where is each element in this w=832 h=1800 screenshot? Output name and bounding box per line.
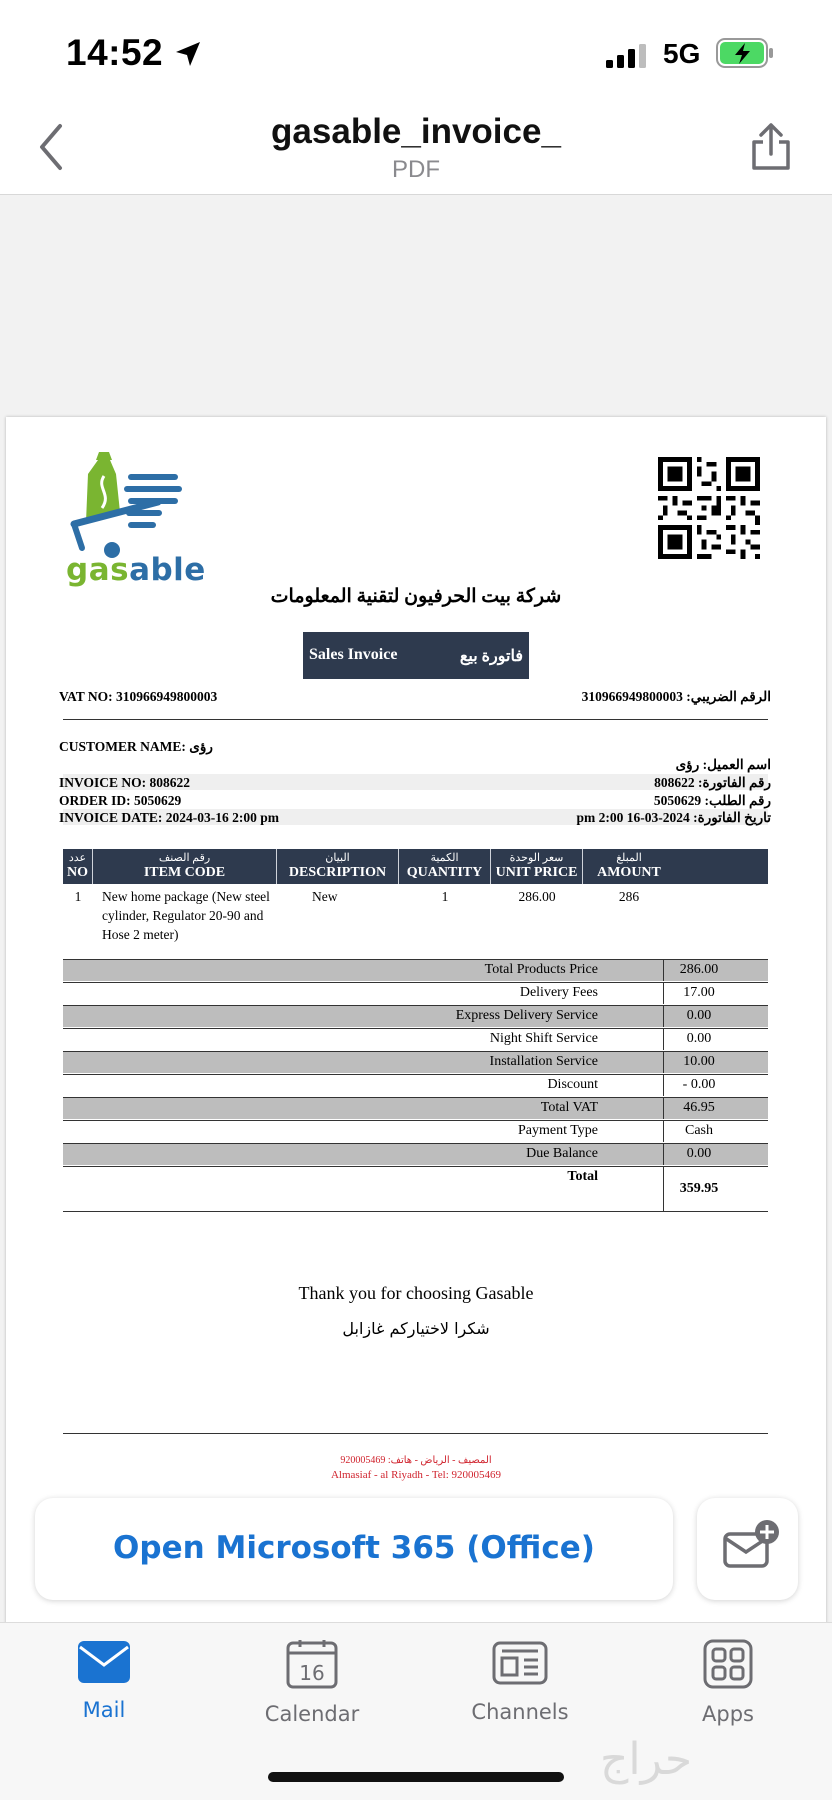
- navigation-bar: [0, 100, 832, 195]
- summary-label: Total Products Price: [484, 962, 598, 977]
- item-code-line-3: Hose 2 meter): [102, 927, 179, 942]
- total-label: Total: [567, 1169, 598, 1184]
- summary-label: Express Delivery Service: [455, 1008, 598, 1023]
- location-arrow-icon: [174, 40, 202, 68]
- summary-value: Cash: [685, 1123, 713, 1138]
- invoice-number-ar: رقم الفاتورة: 808622: [654, 775, 771, 790]
- tab-apps-label: Apps: [702, 1702, 754, 1726]
- thanks-ar: شكرا لاختياركم غازابل: [342, 1319, 490, 1338]
- tab-channels[interactable]: [440, 1639, 600, 1724]
- share-icon[interactable]: [748, 122, 794, 172]
- calendar-icon: [286, 1639, 338, 1689]
- apps-icon: [703, 1639, 753, 1689]
- summary-label: Delivery Fees: [519, 985, 598, 1000]
- open-office-label: Open Microsoft 365 (Office): [113, 1530, 595, 1566]
- item-code-line-2: cylinder, Regulator 20-90 and: [102, 908, 264, 923]
- col-item-code: [93, 849, 277, 884]
- thanks-en: Thank you for choosing Gasable: [298, 1283, 534, 1303]
- home-indicator[interactable]: [268, 1772, 564, 1782]
- item-description: New: [312, 889, 338, 904]
- item-amount: 286: [618, 889, 640, 904]
- channels-icon: [492, 1639, 548, 1687]
- summary-row: [63, 959, 768, 981]
- open-office-button[interactable]: [35, 1498, 673, 1600]
- logo-text-able: able: [129, 552, 206, 588]
- summary-row: [63, 1051, 768, 1073]
- col-unit-price: [491, 849, 583, 884]
- tab-mail[interactable]: [24, 1639, 184, 1722]
- col-description: [277, 849, 399, 884]
- customer-name-ar: اسم العميل: رؤى: [675, 757, 771, 772]
- col-amount-ar: المبلغ: [616, 852, 642, 864]
- summary-label: Installation Service: [489, 1054, 598, 1069]
- tab-mail-label: Mail: [82, 1698, 126, 1722]
- col-amount: [583, 849, 675, 884]
- tab-channels-label: Channels: [471, 1700, 569, 1724]
- order-id-en: ORDER ID: 5050629: [59, 793, 182, 808]
- logo-text-gas: gas: [66, 552, 130, 588]
- pdf-page: [6, 417, 826, 1627]
- col-quantity: [399, 849, 491, 884]
- summary-value: 286.00: [679, 962, 719, 977]
- invoice-title-ar: فاتورة بيع: [459, 648, 523, 665]
- col-unit-price-en: UNIT PRICE: [495, 865, 578, 880]
- summary-label: Payment Type: [517, 1123, 598, 1138]
- order-id-ar: رقم الطلب: 5050629: [653, 793, 771, 808]
- col-quantity-ar: الكمية: [430, 852, 459, 864]
- col-amount-en: AMOUNT: [597, 865, 661, 880]
- col-no: [63, 849, 93, 884]
- logo-text: [66, 552, 206, 588]
- item-no: 1: [74, 889, 82, 904]
- tab-calendar-label: Calendar: [264, 1702, 360, 1726]
- summary-label: Due Balance: [526, 1146, 598, 1161]
- tab-apps[interactable]: [648, 1639, 808, 1726]
- summary-row: [63, 1097, 768, 1119]
- tab-calendar[interactable]: [232, 1639, 392, 1726]
- status-time: 14:52: [66, 32, 164, 73]
- col-quantity-en: QUANTITY: [406, 865, 483, 880]
- divider: [63, 719, 768, 720]
- battery-charging-icon: [716, 38, 776, 68]
- signal-icon: [606, 44, 650, 68]
- summary-label: Discount: [547, 1077, 598, 1092]
- summary-label: Total VAT: [540, 1100, 598, 1115]
- status-bar: [0, 0, 832, 100]
- summary-value: 0.00: [686, 1146, 712, 1161]
- network-type: 5G: [663, 38, 701, 69]
- col-no-en: NO: [67, 865, 88, 880]
- col-description-en: DESCRIPTION: [288, 865, 387, 880]
- col-description-ar: البيان: [325, 852, 350, 864]
- document-type: PDF: [392, 156, 440, 183]
- item-quantity: 1: [441, 889, 449, 904]
- invoice-date-ar: تاريخ الفاتورة: 2024-03-16 2:00 pm: [576, 810, 771, 825]
- invoice-date-en: INVOICE DATE: 2024-03-16 2:00 pm: [59, 810, 279, 825]
- invoice-number-en: INVOICE NO: 808622: [59, 775, 190, 790]
- mail-icon: [76, 1639, 132, 1685]
- summary-row: [63, 1074, 768, 1096]
- company-name: شركة بيت الحرفيون لتقنية المعلومات: [270, 586, 562, 607]
- summary-row: [63, 1028, 768, 1050]
- calendar-day: 16: [299, 1661, 325, 1685]
- col-unit-price-ar: سعر الوحدة: [509, 852, 564, 864]
- summary-value: - 0.00: [682, 1077, 716, 1092]
- document-title: gasable_invoice_: [271, 112, 561, 151]
- col-item-code-en: ITEM CODE: [143, 865, 226, 880]
- summary-row: [63, 1005, 768, 1027]
- add-mail-button[interactable]: [697, 1498, 798, 1600]
- summary-value: 0.00: [686, 1008, 712, 1023]
- footer-address-ar: المصيف - الرياض - هاتف: 920005469: [340, 1455, 492, 1466]
- summary-row: [63, 982, 768, 1004]
- invoice-title-en: Sales Invoice: [309, 646, 398, 663]
- summary-row: [63, 1120, 768, 1142]
- pdf-viewer[interactable]: [0, 195, 832, 1622]
- summary-value: 17.00: [683, 985, 715, 1000]
- footer-address-en: Almasiaf - al Riyadh - Tel: 920005469: [330, 1469, 502, 1481]
- vat-number-ar: الرقم الضريبي: 310966949800003: [581, 689, 771, 704]
- qr-code-icon: [658, 457, 760, 559]
- invoice-title-box: [303, 632, 529, 679]
- vat-number-en: VAT NO: 310966949800003: [59, 689, 218, 704]
- summary-label: Night Shift Service: [489, 1031, 598, 1046]
- item-unit-price: 286.00: [518, 889, 556, 904]
- total-value: 359.95: [679, 1181, 719, 1196]
- summary-value: 0.00: [686, 1031, 712, 1046]
- watermark: حراج: [600, 1734, 693, 1785]
- items-table-header: [63, 849, 768, 884]
- mail-plus-icon: [697, 1498, 798, 1600]
- summary-row: [63, 1143, 768, 1165]
- item-code-line-1: New home package (New steel: [102, 889, 270, 904]
- customer-name-en: CUSTOMER NAME: رؤى: [59, 739, 213, 754]
- summary-value: 46.95: [683, 1100, 715, 1115]
- col-no-ar: عدد: [68, 852, 87, 864]
- col-item-code-ar: رقم الصنف: [158, 852, 211, 864]
- summary-value: 10.00: [683, 1054, 715, 1069]
- footer-divider: [63, 1433, 768, 1434]
- total-row: [63, 1166, 768, 1212]
